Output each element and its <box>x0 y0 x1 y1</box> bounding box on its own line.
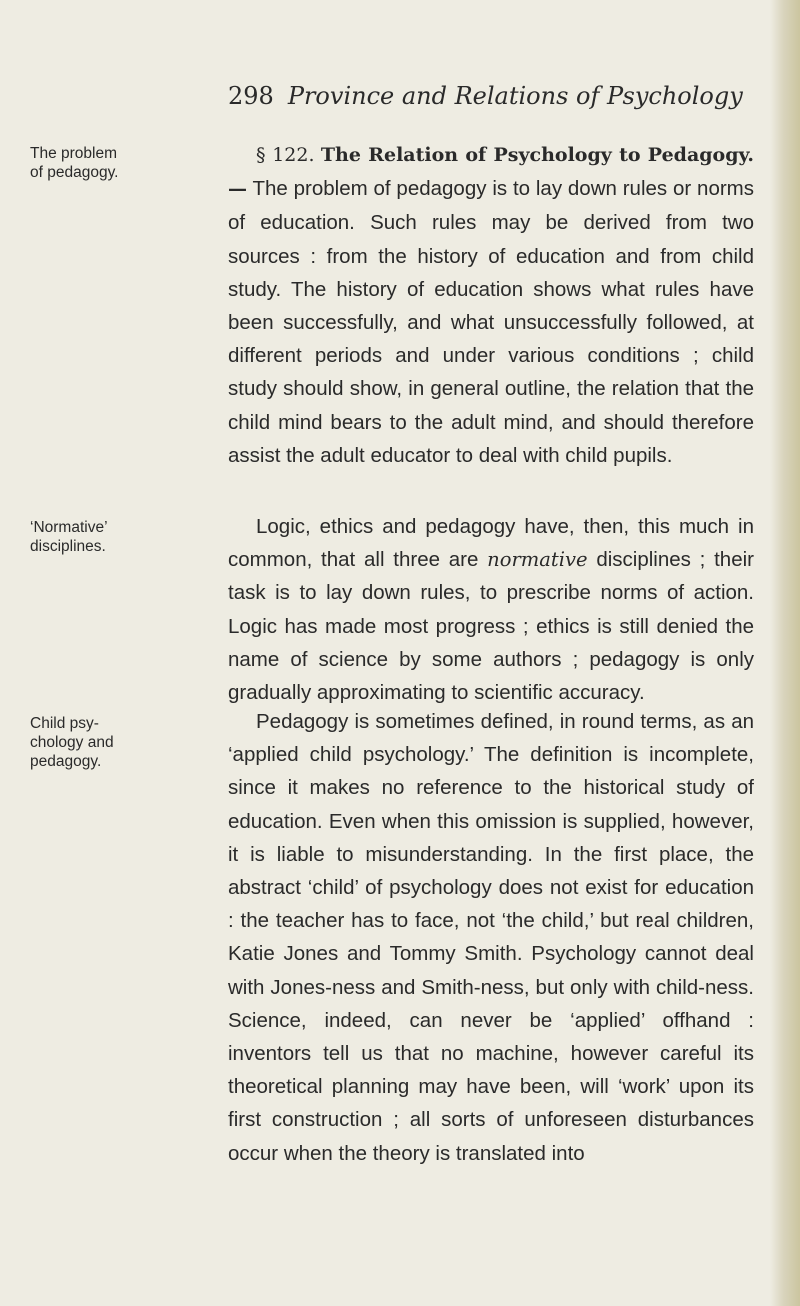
running-title: Province and Relations of Psychology <box>287 82 743 110</box>
paragraph-3 <box>228 705 754 1170</box>
section-number: § 122. <box>256 144 315 166</box>
page-number: 298 <box>228 82 274 110</box>
paragraph-1-text: The problem of pedagogy is to lay down rules or norms of education. Such rules may be derived from two sources : from the history of education and from child study. The history of education shows what rules have been successfully, and what unsuccessfully followed, at different periods and under various conditions ; child study should show, in general outline, the relation that the child mind bears to the adult mind, and should therefore assist the adult educator to deal with child pupils. <box>228 177 755 467</box>
margin-note-child-psychology: Child psy- chology and pedagogy. <box>30 715 114 770</box>
paragraph-2-text-start: Logic, ethics and pedagogy have, then, this much in common, that all three are <box>228 515 754 572</box>
section-heading: The Relation of Psychology to Pedagogy. — <box>228 144 754 201</box>
paragraph-2-text-end: disciplines ; their task is to lay down rules, to prescribe norms of action. Logic has made most progress ; ethics is still denied the name of science by some authors ; pedagogy is only gradually approximating to scientific accuracy. <box>228 548 754 705</box>
running-head <box>228 82 743 110</box>
margin-note-problem-of-pedagogy: The problem of pedagogy. <box>30 145 119 181</box>
paragraph-2 <box>228 510 754 709</box>
paragraph-3-text: Pedagogy is sometimes defined, in round terms, as an ‘applied child psychology.’ The definition is incomplete, since it makes no reference to the historical study of education. Even when this omission is supplied, however, it is liable to misunderstanding. In the first place, the abstract ‘child’ of psychology does not exist for education : the teacher has to face, not ‘the child,’ but real children, Katie Jones and Tommy Smith. Psychology cannot deal with Jones-ness and Smith-ness, but only with child-ness. Science, indeed, can never be ‘applied’ offhand : inventors tell us that no machine, however careful its theoretical planning may have been, will ‘work’ upon its first construction ; all sorts of unforeseen disturbances occur when the theory is translated into <box>228 710 754 1165</box>
margin-note-normative-disciplines: ‘Normative’ disciplines. <box>30 519 107 555</box>
emphasis-normative: normative <box>487 548 588 572</box>
page-edge-shadow <box>770 0 800 1306</box>
paragraph-1 <box>228 138 754 472</box>
